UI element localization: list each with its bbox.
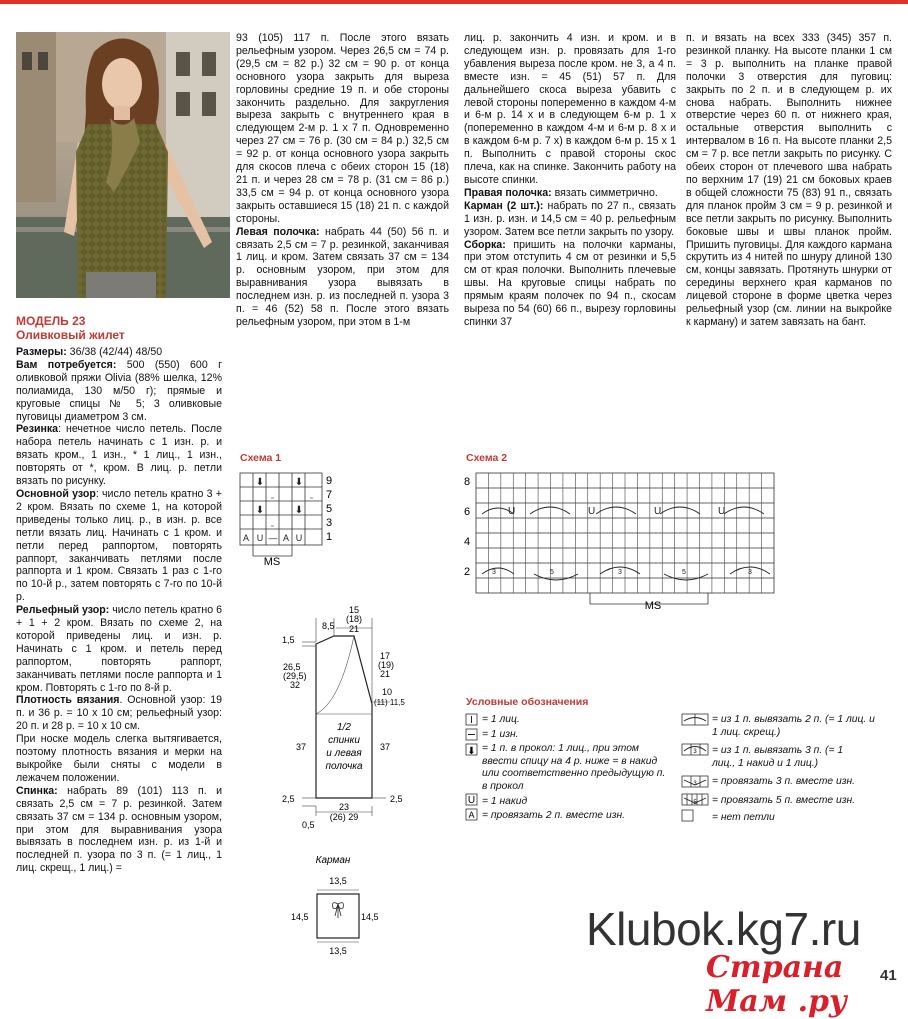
pattern-label: 32 <box>290 680 301 690</box>
text-column-3 <box>464 32 676 329</box>
model-photo <box>16 32 230 298</box>
pattern-label: (19) <box>378 660 395 670</box>
model-number: МОДЕЛЬ 23 <box>16 314 86 328</box>
pattern-label: 17 <box>380 651 391 661</box>
paragraph <box>236 226 449 329</box>
paragraph <box>16 694 222 733</box>
paragraph-heading: Основной узор <box>16 487 96 500</box>
svg-text:3: 3 <box>618 569 622 576</box>
legend-right <box>712 714 902 824</box>
pattern-label: (11) 11,5 <box>374 698 405 707</box>
pattern-label: 2,5 <box>390 794 403 804</box>
paragraph <box>16 346 222 359</box>
legend-item: = провязать 3 п. вместе изн. <box>712 776 856 788</box>
schema1-ms: MS <box>263 556 281 568</box>
svg-text:⬇: ⬇ <box>294 505 304 516</box>
legend-item: или соответственно предыдущую п. <box>482 768 666 780</box>
schema1-label: Схема 1 <box>240 452 282 464</box>
schema1-row: 3 <box>326 517 333 529</box>
pattern-label: 21 <box>380 669 391 679</box>
pattern-label: (18) <box>345 614 363 624</box>
legend-left <box>482 714 682 823</box>
paragraph <box>16 733 222 785</box>
svg-text:⬇: ⬇ <box>255 505 265 516</box>
pattern-label: 2,5 <box>282 794 295 804</box>
pattern-label: 1/2 <box>337 722 351 733</box>
legend-symbols-left <box>464 712 480 832</box>
legend-item: = нет петли <box>712 811 775 823</box>
svg-text:⬇: ⬇ <box>255 477 265 488</box>
paragraph-text: вязать симметрично. <box>551 186 658 199</box>
paragraph-heading: Правая полочка: <box>464 186 552 199</box>
svg-text:U: U <box>718 506 726 517</box>
model-name: Оливковый жилет <box>16 328 125 342</box>
paragraph <box>16 604 222 694</box>
schema2-label: Схема 2 <box>466 452 508 464</box>
pattern-label: 26,5 <box>283 662 301 672</box>
legend-item: в прокол <box>482 780 524 792</box>
paragraph <box>16 359 222 424</box>
paragraph-text: При носке модель слегка вытягивается, поэтому плотность вязания и мерки на выкройке были сняты с модели в лежачем положении. <box>16 733 222 784</box>
svg-text:U: U <box>508 506 516 517</box>
paragraph-text: лиц. р. закончить 4 изн. и кром. и в следующем изн. р. провязать для 1-го убавления выреза после кром. не 3, а 4 п. вместе изн. = 45 (51) 57 п. Для дальнейшего скоса выреза убавить с левой стороны попеременно в каждом 4-м и 6-м р. 14 х и в следующем 6-м р. 1 х (попеременно в каждом 4-м и 6-м р. 8 х и в каждом 6-м р. 7 х) в каждом 6-м р. 15 х 1 п. Выполнить с правой стороны скос плеча, как на спинке. Закончить работу на высоте спинки. <box>464 32 676 186</box>
pattern-label: 37 <box>380 742 391 752</box>
pattern-label: 0,5 <box>302 820 315 830</box>
paragraph-heading: Спинка: <box>16 784 58 797</box>
legend-item: = 1 накид <box>482 795 528 807</box>
schema1-row: 7 <box>326 489 333 501</box>
legend-item: = из 1 п. вывязать 2 п. (= 1 лиц. и <box>712 714 875 725</box>
paragraph-text: набрать 89 (101) 113 п. и связать 2,5 см = 7 р. резинкой. Затем связать 37 см = 134 р. основным узором, при этом для выравнивания узора вывязать в последнем изн. р. из 1-й и последней п. узора по 3 п. (= 1 лиц., 1 лиц. скрещ., 1 лиц.) = <box>16 784 222 875</box>
legend-item: = провязать 2 п. вместе изн. <box>482 810 626 822</box>
legend-item: = провязать 5 п. вместе изн. <box>712 794 856 806</box>
svg-text:3: 3 <box>492 569 496 576</box>
paragraph-heading: Резинка <box>16 423 59 436</box>
pocket-title: Карман <box>315 855 351 866</box>
paragraph-text: число петель кратно 6 + 1 + 2 кром. Вязать по схеме 2, на которой приведены лиц. и изн. р. Начинать с 1 кром. и петель перед раппортом, повторять раппорт, заканчивать петлями после раппорта и 1 кром. Повторять с 1-го по 8-й р. <box>16 604 222 694</box>
pattern-label: 10 <box>382 687 393 697</box>
schema2-row: 8 <box>464 476 471 488</box>
svg-text:A: A <box>242 533 250 543</box>
paragraph-heading: Размеры: <box>16 346 67 358</box>
paragraph-heading: Рельефный узор: <box>16 604 110 617</box>
paragraph <box>16 785 222 875</box>
paragraph <box>686 32 892 329</box>
pattern-label: и левая <box>326 748 362 759</box>
pattern-label: 37 <box>296 742 307 752</box>
legend-item: 1 лиц. скрещ.) <box>712 726 781 738</box>
pattern-label: спинки <box>328 735 360 746</box>
paragraph-text: 93 (105) 117 п. После этого вязать рельефным узором. Через 26,5 см = 74 р. (29,5 см = 82 р.) 32 см = 90 р. от конца основного узора закрыть для выреза горловины средние 19 п. и обе стороны закончить раздельно. Для закругления выреза закрыть с внутреннего края в следующем 2-м р. 1 х 7 п. Одновременно через 27 см = 76 р. (30 см = 84 р.) 32,5 см = 92 р. от конца основного узора закрыть для скосов плеча с обеих сторон 15 (18) 21 п. и через 28 см = 78 р. (31 см = 86 р.) 33,5 см = 94 р. от конца основного узора закрыть оставшиеся 15 (18) 21 п. с каждой стороны. <box>236 32 449 225</box>
svg-text:A: A <box>468 810 475 820</box>
schema2-row: 6 <box>464 506 471 518</box>
svg-text:U: U <box>256 533 264 543</box>
pocket-dim-bottom: 13,5 <box>329 946 347 956</box>
pattern-label: 8,5 <box>322 621 335 631</box>
pattern-label: 15 <box>348 605 360 615</box>
paragraph-text: : число петель кратно 3 + 2 кром. Вязать по схеме 1, на которой приведены только лиц. р., в изн. р. все петли вязать лиц. Начинать с 1 кром. и петли перед раппортом, повторять раппорт, заканчивать петлями после раппорта и 1 кром. Связать 1 раз с 1-го по 10-й р., затем повторять с 7-го по 10-й р. <box>16 487 222 604</box>
svg-text:U: U <box>654 506 662 517</box>
paragraph-heading: Левая полочка: <box>236 225 320 238</box>
schema2-chart <box>460 470 780 615</box>
schema2-ms: MS <box>644 600 662 612</box>
paragraph <box>16 423 222 488</box>
svg-text:A: A <box>282 533 290 543</box>
paragraph <box>236 32 449 226</box>
pattern-diagram <box>280 602 410 834</box>
pattern-label: (26) 29 <box>329 812 359 822</box>
paragraph-heading: Вам потребуется: <box>16 358 117 371</box>
paragraph <box>464 239 676 329</box>
legend-title: Условные обозначения <box>466 696 589 708</box>
paragraph-text: набрать по 27 п., связать 1 изн. р. изн. и 14,5 см = 40 р. рельефным узором. Затем все петли закрыть по узору. <box>464 199 676 238</box>
text-column-4 <box>686 32 892 329</box>
schema1-row: 5 <box>326 503 333 515</box>
page-number: 41 <box>880 967 897 984</box>
pattern-label: (29,5) <box>283 671 307 681</box>
model-title <box>16 314 125 342</box>
legend-item: ввести спицу на 4 р. ниже = в накид <box>482 755 658 767</box>
pocket-dim-top: 13,5 <box>329 876 347 886</box>
paragraph-heading: Сборка: <box>464 238 506 251</box>
pocket-dim-left: 14,5 <box>291 912 309 922</box>
schema1-row: 1 <box>326 531 333 543</box>
paragraph-text: . Основной узор: 19 п. и 36 р. = 10 х 10 см; рельефный узор: 20 п. и 28 р. = 10 х 10 см. <box>16 694 223 733</box>
paragraph-heading: Карман (2 шт.): <box>464 199 544 212</box>
watermark-text: Klubok.kg7.ru <box>586 903 861 955</box>
svg-text:5: 5 <box>682 569 686 576</box>
schema1-row: 9 <box>326 475 333 487</box>
text-column-1 <box>16 346 222 875</box>
paragraph-text: : нечетное число петель. После набора петель начинать с 1 изн. р. и вязать кром., 1 изн., * 1 лиц., 1 изн., повторять от *, кром. В лиц. р. петли вязать по рисунку. <box>16 423 222 488</box>
svg-text:3: 3 <box>693 749 697 755</box>
paragraph <box>464 32 676 187</box>
svg-text:⬇: ⬇ <box>294 477 304 488</box>
pattern-label: 21 <box>348 624 360 634</box>
schema2-row: 2 <box>464 566 471 578</box>
paragraph <box>16 488 222 604</box>
paragraph-text: п. и вязать на всех 333 (345) 357 п. резинкой планку. На высоте планки 1 см = 3 р. выполнить на планке правой полочки 3 отверстия для пуговиц: закрыть по 2 п. и в следующем р. их снова набрать. Выполнить нижнее отверстие через 60 п. от нижнего края, остальные отверстия выполнить с интервалом в 16 п. На высоте планки 2,5 см = 7 р. все петли закрыть по рисунку. С обеих сторон от плечевого шва набрать по верхним 17 (19) 21 см боковых краев в общей сложности 75 (83) 91 п., связать для планок пройм 3 см = 9 р. резинкой и все петли закрыть по рисунку. Выполнить боковые швы и швы планок пройм. Пришить пуговицы. Для каждого кармана скрутить из 4 нитей по шнуру длиной 130 см, концы завязать. Протянуть шнурки от середины верхнего края карманов по лицевой стороне в форме цветка через рельефный узор (см. линии на выкройке к карману) и затем завязать на бант. <box>686 32 892 328</box>
svg-text:5: 5 <box>550 569 554 576</box>
legend-item: = 1 лиц. <box>482 714 520 725</box>
svg-text:⬇: ⬇ <box>467 746 476 757</box>
schema2-row: 4 <box>464 536 471 548</box>
paragraph <box>464 187 676 200</box>
svg-text:3: 3 <box>693 781 697 787</box>
legend-item: = из 1 п. вывязать 3 п. (= 1 <box>712 745 844 757</box>
svg-text:U: U <box>467 795 476 806</box>
top-accent-line <box>0 0 908 4</box>
pocket-diagram <box>285 852 385 960</box>
pattern-label: 1,5 <box>282 635 295 645</box>
paragraph-text: пришить на полочки карманы, при этом отступить 4 см от резинки и 5,5 см от края полочки. Выполнить плечевые швы. На круговые спицы набрать по прямым краям полочек по 94 п., скосам выреза по 54 (60) 66 п., вырезу горловины спинки 37 <box>464 238 676 328</box>
paragraph-text: 36/38 (42/44) 48/50 <box>66 346 163 358</box>
paragraph <box>464 200 676 239</box>
svg-text:3: 3 <box>748 569 752 576</box>
legend-symbols-right <box>680 712 712 824</box>
svg-text:—: — <box>268 533 278 543</box>
paragraph-heading: Плотность вязания <box>16 694 120 707</box>
legend-item: = 1 изн. <box>482 728 519 740</box>
paragraph-text: набрать 44 (50) 56 п. и связать 2,5 см = 7 р. резинкой, заканчивая 1 лиц. и кром. Затем связать 37 см = 134 р. основным узором, при этом для выравнивания узора вывязать в последнем изн. р. из последней п. узора 3 п. = 46 (52) 58 п. После этого вязать рельефным узором, при этом в 1-м <box>236 225 449 328</box>
pattern-label: полочка <box>325 761 363 772</box>
svg-text:U: U <box>588 506 596 517</box>
paragraph-text: 500 (550) 600 г оливковой пряжи Olivia (88% шелка, 12% полиамида, 130 м/50 г); прямые и круговые спицы № 5; 3 оливковые пуговицы диаметром 3 см. <box>16 358 222 423</box>
legend-item: = 1 п. в прокол: 1 лиц., при этом <box>482 743 639 755</box>
legend-item: лиц., 1 накид и 1 лиц.) <box>712 757 819 769</box>
svg-text:U: U <box>295 533 303 543</box>
brand-logo: Страна Мам .ру <box>706 950 847 1019</box>
schema1-chart <box>238 470 348 570</box>
pattern-label: 23 <box>338 802 350 812</box>
pocket-dim-right: 14,5 <box>361 912 379 922</box>
svg-text:5: 5 <box>693 800 697 806</box>
text-column-2 <box>236 32 449 329</box>
